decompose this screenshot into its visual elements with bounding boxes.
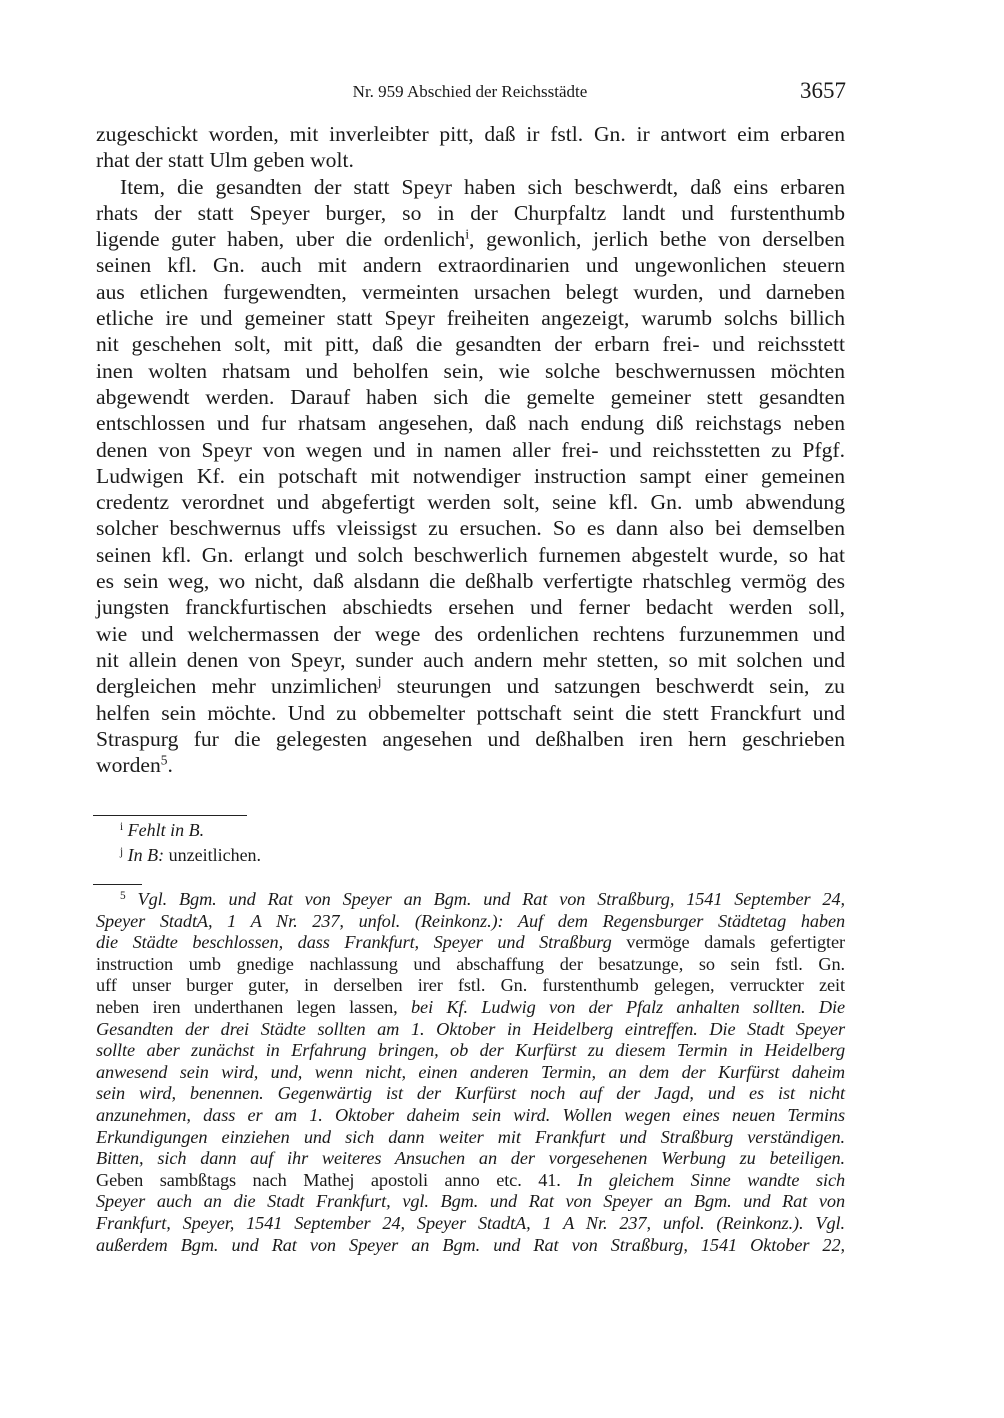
text-line: [96, 673, 845, 699]
text-line: [96, 726, 845, 752]
text-line: [96, 515, 845, 541]
text-segment: Straspurg fur die gelegesten angesehen und deßhalben iren hern geschrieben: [96, 726, 845, 751]
text-line: [96, 621, 845, 647]
text-line: [96, 1235, 845, 1257]
text-segment: außerdem Bgm. und Rat von Speyer an Bgm. und Rat von Straßburg, 1541 Oktober 22,: [96, 1234, 845, 1255]
text-segment: denen von Speyr von wegen und in namen aller frei- und reichsstetten zu Pfgf.: [96, 437, 845, 462]
text-line: [96, 1148, 845, 1170]
text-line: [96, 932, 845, 954]
text-segment: In B:: [127, 845, 165, 865]
text-line: [96, 700, 845, 726]
text-segment: Gesandten der drei Städte sollten am 1. Oktober in Heidelberg eintreffen. Die Stadt Speyer: [96, 1018, 845, 1039]
footnote-marker: 5: [120, 889, 126, 902]
text-line: [96, 568, 845, 594]
text-line: [96, 252, 845, 278]
text-line: [96, 1040, 845, 1062]
text-segment: seinen kfl. Gn. erlangt und solch beschwerlich furnemen abgestelt wurde, so hat: [96, 542, 845, 567]
text-line: [96, 1170, 845, 1192]
text-segment: helfen sein möchte. Und zu obbemelter pottschaft seint die stett Franckfurt und: [96, 700, 845, 725]
footnote-marker: 5: [160, 752, 168, 768]
text-line: [96, 147, 845, 173]
text-segment: instruction umb gnedige nachlassung und abschaffung der besatzunge, so sein fstl. Gn.: [96, 953, 845, 974]
text-line: [96, 1083, 845, 1105]
text-segment: , gewonlich, jerlich bethe von derselben: [469, 227, 845, 252]
text-segment: abgewendt werden. Darauf haben sich die gemelte gemeiner stett gesandten: [96, 384, 845, 409]
footnote-marker: i: [465, 226, 470, 242]
text-line: [96, 463, 845, 489]
text-segment: sein wird, benennen. Gegenwärtig ist der Kurfürst noch auf der Jagd, und es ist nicht: [96, 1083, 845, 1104]
text-segment: rhat der statt Ulm geben wolt.: [96, 148, 354, 173]
text-line: [96, 279, 845, 305]
text-line: [120, 843, 820, 868]
text-segment: credentz verordnet und abgefertigt werden solt, seine kfl. Gn. umb abwendung: [96, 490, 845, 515]
text-line: [96, 305, 845, 331]
text-segment: solcher beschwernus uffs vleissigst zu ersuchen. So es dann also bei demselben: [96, 516, 845, 541]
text-segment: Item, die gesandten der statt Speyr haben sich beschwerdt, daß eins erbaren: [120, 174, 845, 199]
text-segment: die Städte beschlossen, dass Frankfurt, Speyer und Straßburg: [96, 932, 612, 953]
text-line: [96, 174, 845, 200]
main-text: [96, 121, 845, 778]
text-segment: Speyer StadtA, 1 A Nr. 237, unfol. (Reinkonz.): Auf dem Regensburger Städtetag haben: [96, 910, 845, 931]
text-segment: sollte aber zunächst in Erfahrung bringen, ob der Kurfürst zu diesem Termin in Heidelberg: [96, 1040, 845, 1061]
text-segment: wie und welchermassen der wege des ordenlichen rechtens furzunemmen und: [96, 621, 845, 646]
text-segment: etliche ire und gemeiner statt Speyr freiheiten angezeigt, warumb solchs billich: [96, 306, 845, 331]
text-segment: entschlossen und fur rhatsam angesehen, daß nach endung diß reichstags neben: [96, 411, 845, 436]
text-segment: neben iren underthanen legen lassen,: [96, 996, 412, 1017]
text-segment: Ludwigen Kf. ein potschaft mit notwendiger instruction sampt einer gemeinen: [96, 463, 845, 488]
text-line: [96, 542, 845, 568]
footnote-marker: i: [120, 820, 124, 833]
text-line: [96, 752, 845, 778]
text-line: [96, 911, 845, 933]
footnote-marker: j: [377, 673, 382, 689]
text-line: [96, 647, 845, 673]
text-line: [96, 489, 845, 515]
text-segment: seinen kfl. Gn. auch mit andern extraordinarien und ungewonlichen steuern: [96, 253, 845, 278]
text-line: [96, 975, 845, 997]
text-segment: worden: [96, 753, 161, 778]
text-segment: Frankfurt, Speyer, 1541 September 24, Speyer StadtA, 1 A Nr. 237, unfol. (Reinkonz.). Vgl.: [96, 1212, 845, 1233]
text-segment: [126, 889, 138, 909]
page-number: 3657: [800, 78, 846, 103]
text-segment: jungsten franckfurtischen abschiedts ersehen und ferner bedacht werden soll,: [96, 595, 845, 620]
text-segment: vermöge damals gefertigter: [611, 932, 845, 953]
text-segment: inen wolten rhatsam und beholfen sein, wie solche beschwernussen möchten: [96, 358, 845, 383]
text-segment: es sein weg, wo nicht, daß alsdann die deßhalb verfertigte rhatschleg vermög des: [96, 569, 845, 594]
text-segment: In gleichem Sinne wandte sich: [577, 1169, 846, 1190]
text-segment: anwesend sein wird, und, wenn nicht, einen anderen Termin, an dem der Kurfürst daheim: [96, 1061, 845, 1082]
text-segment: bei Kf. Ludwig von der Pfalz anhalten sollten. Die: [411, 996, 845, 1017]
text-segment: Geben sambßtags nach Mathej apostoli anno etc. 41.: [96, 1169, 578, 1190]
text-segment: nit geschehen solt, mit pitt, daß die gesandten der erbarn frei- und reichsstett: [96, 332, 845, 357]
text-line: [96, 200, 845, 226]
text-segment: ligende guter haben, uber die ordenlich: [96, 227, 466, 252]
text-line: [96, 226, 845, 252]
text-line: [96, 331, 845, 357]
text-segment: Erkundigungen einziehen und sich dann weiter mit Frankfurt und Straßburg verständigen.: [96, 1126, 845, 1147]
text-segment: uff unser burger guter, in derselben irer fstl. Gn. furstenthumb gelegen, verruckter zeit: [96, 975, 845, 996]
text-segment: Vgl. Bgm. und Rat von Speyer an Bgm. und Rat von Straßburg, 1541 September 24,: [137, 889, 845, 909]
text-line: [96, 121, 845, 147]
text-line: [96, 889, 845, 911]
apparatus-notes: [120, 818, 820, 868]
text-line: [96, 384, 845, 410]
text-segment: Speyer auch an die Stadt Frankfurt, vgl. Bgm. und Rat von Speyer an Bgm. und Rat von: [96, 1191, 845, 1212]
text-segment: Fehlt in B.: [127, 820, 205, 840]
text-segment: steurungen und satzungen beschwerdt sein, zu: [381, 674, 845, 699]
text-segment: rhats der statt Speyer burger, so in der Churpfaltz landt und furstenthumb: [96, 200, 845, 225]
text-segment: aus etlichen furgewendten, vermeinten ursachen belegt wurden, und darneben: [96, 279, 845, 304]
text-segment: zugeschickt worden, mit inverleibter pitt, daß ir fstl. Gn. ir antwort eim erbaren: [96, 122, 845, 146]
text-segment: unzeitlichen.: [164, 845, 262, 865]
text-line: [96, 410, 845, 436]
text-line: [96, 437, 845, 463]
text-line: [96, 1191, 845, 1213]
text-line: [96, 954, 845, 976]
text-line: [96, 1105, 845, 1127]
text-segment: dergleichen mehr unzimlichen: [96, 674, 378, 699]
text-segment: Bitten, sich dann auf ihr weiteres Ansuchen an der vorgesehenen Werbung zu beteiligen.: [96, 1148, 845, 1169]
text-line: [120, 818, 820, 843]
text-line: [96, 358, 845, 384]
text-line: [96, 1127, 845, 1149]
text-line: [96, 997, 845, 1019]
footnote-marker: j: [120, 845, 124, 858]
footnote-divider-short: [93, 884, 142, 885]
text-segment: nit allein denen von Speyr, sunder auch andern mehr stetten, so mit solchen und: [96, 647, 845, 672]
text-line: [96, 1019, 845, 1041]
text-line: [96, 594, 845, 620]
text-line: [96, 1062, 845, 1084]
text-line: [96, 1213, 845, 1235]
footnote-5: [96, 889, 845, 1256]
text-segment: anzunehmen, dass er am 1. Oktober daheim sein wird. Wollen wegen eines neuen Termins: [96, 1104, 845, 1125]
text-segment: .: [167, 753, 173, 778]
footnote-divider: [93, 815, 247, 816]
running-header: Nr. 959 Abschied der Reichsstädte: [352, 82, 588, 101]
